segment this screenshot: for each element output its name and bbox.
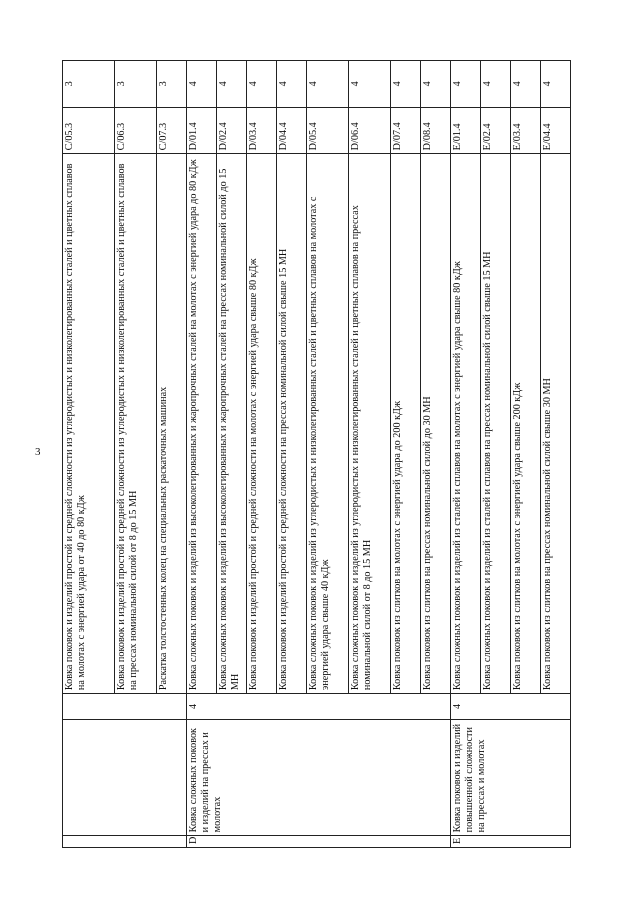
function-name: Ковка сложных поковок и изделий из высоколегированных и жаропрочных сталей на прессах номинальной силой до 15 МН <box>217 154 247 694</box>
rotated-table-wrapper <box>62 60 577 848</box>
group-c-level-cell <box>63 694 187 720</box>
function-code: D/01.4 <box>187 107 217 154</box>
qualification-level: 4 <box>187 61 217 108</box>
group-letter: D <box>187 836 451 848</box>
function-name: Ковка поковок из слитков на прессах номинальной силой свыше 30 МН <box>541 154 571 694</box>
qualification-level: 3 <box>157 61 187 108</box>
page-number: 3 <box>35 446 41 458</box>
function-name: Ковка поковок из слитков на молотах с энергией удара свыше 200 кДж <box>511 154 541 694</box>
functions-table <box>62 60 571 848</box>
group-level: 4 <box>451 694 571 720</box>
qualification-level: 4 <box>481 61 511 108</box>
group-name: Ковка поковок и изделий повышенной сложности на прессах и молотах <box>451 719 571 836</box>
qualification-level: 3 <box>63 61 115 108</box>
qualification-level: 4 <box>421 61 451 108</box>
group-c-name-cell <box>63 719 187 836</box>
table-row <box>451 61 481 848</box>
group-name: Ковка сложных поковок и изделий на прессах и молотах <box>187 719 451 836</box>
function-code: C/05.3 <box>63 107 115 154</box>
function-code: D/02.4 <box>217 107 247 154</box>
qualification-level: 4 <box>217 61 247 108</box>
function-name: Ковка сложных поковок и изделий из углеродистых и низколегированных сталей и цветных сплавов на прессах номинальной силой от 8 до 15 МН <box>349 154 391 694</box>
table-row <box>63 61 115 848</box>
function-name: Ковка поковок и изделий простой и средней сложности на молотах с энергией удара свыше 80 кДж <box>247 154 277 694</box>
function-code: D/06.4 <box>349 107 391 154</box>
function-code: E/02.4 <box>481 107 511 154</box>
qualification-level: 4 <box>541 61 571 108</box>
function-name: Ковка поковок из слитков на прессах номинальной силой до 30 МН <box>421 154 451 694</box>
function-name: Ковка сложных поковок и изделий из сталей и сплавов на молотах с энергией удара свыше 80 кДж <box>451 154 481 694</box>
function-code: D/05.4 <box>307 107 349 154</box>
function-code: C/07.3 <box>157 107 187 154</box>
function-name: Ковка поковок и изделий простой и средней сложности на прессах номинальной силой свыше 15 МН <box>277 154 307 694</box>
function-name: Раскатка толстостенных колец на специальных раскаточных машинах <box>157 154 187 694</box>
function-name: Ковка сложных поковок и изделий из высоколегированных и жаропрочных сталей на молотах с энергией удара до 80 кДж <box>187 154 217 694</box>
qualification-level: 4 <box>277 61 307 108</box>
table-row <box>187 61 217 848</box>
group-level: 4 <box>187 694 451 720</box>
function-name: Ковка сложных поковок и изделий из углеродистых и низколегированных сталей и цветных сплавов на молотах с энергией удара свыше 40 кДж <box>307 154 349 694</box>
function-code: D/03.4 <box>247 107 277 154</box>
function-code: C/06.3 <box>115 107 157 154</box>
group-c-letter-cell <box>63 836 187 848</box>
function-name: Ковка поковок и изделий простой и средней сложности из углеродистых и низколегированных сталей и цветных сплавов на прессах номинальной силой от 8 до 15 МН <box>115 154 157 694</box>
qualification-level: 4 <box>349 61 391 108</box>
function-code: D/04.4 <box>277 107 307 154</box>
function-name: Ковка сложных поковок и изделий из сталей и сплавов на прессах номинальной силой свыше 15 МН <box>481 154 511 694</box>
function-code: D/07.4 <box>391 107 421 154</box>
qualification-level: 4 <box>451 61 481 108</box>
qualification-level: 3 <box>115 61 157 108</box>
qualification-level: 4 <box>247 61 277 108</box>
function-code: E/03.4 <box>511 107 541 154</box>
qualification-level: 4 <box>391 61 421 108</box>
group-letter: E <box>451 836 571 848</box>
function-code: E/04.4 <box>541 107 571 154</box>
qualification-level: 4 <box>511 61 541 108</box>
qualification-level: 4 <box>307 61 349 108</box>
function-code: E/01.4 <box>451 107 481 154</box>
function-code: D/08.4 <box>421 107 451 154</box>
function-name: Ковка поковок и изделий простой и средней сложности из углеродистых и низколегированных сталей и цветных сплавов на молотах с энергией удара от 40 до 80 кДж <box>63 154 115 694</box>
function-name: Ковка поковок из слитков на молотах с энергией удара до 200 кДж <box>391 154 421 694</box>
